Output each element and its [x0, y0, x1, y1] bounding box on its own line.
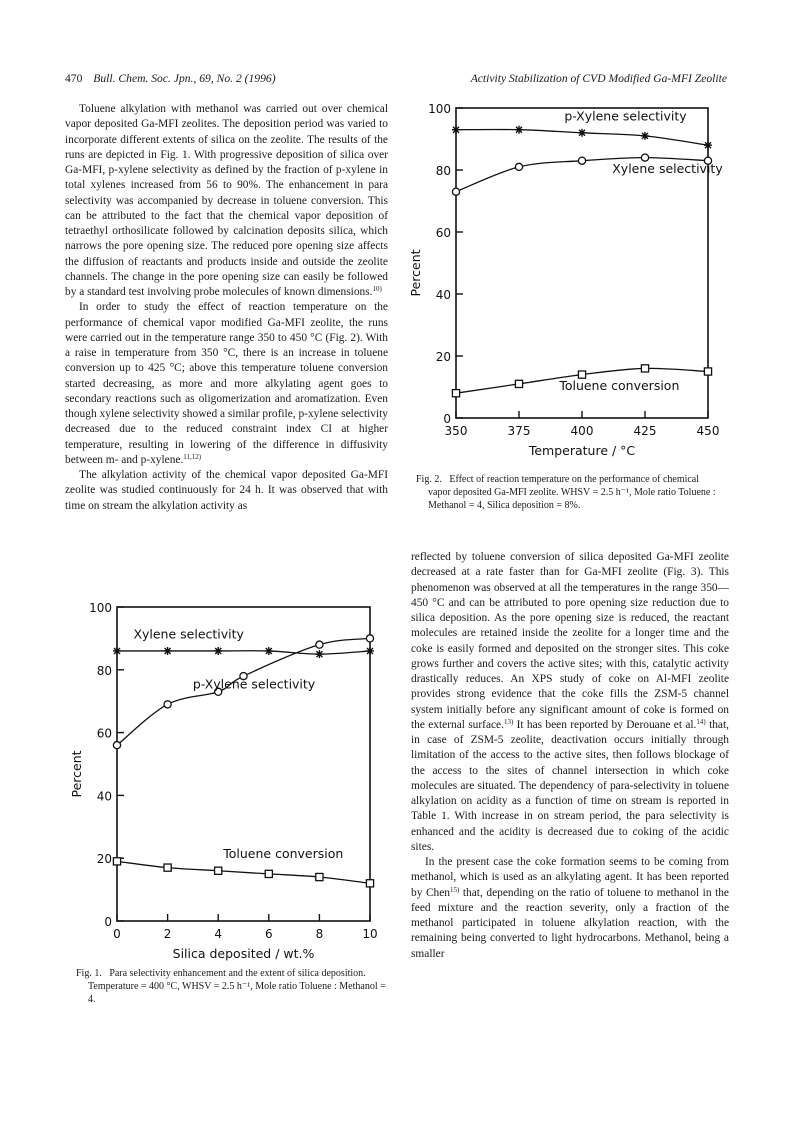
- x-axis-label: Silica deposited / wt.%: [172, 946, 315, 961]
- data-point-square: [366, 880, 373, 887]
- data-point-square: [265, 870, 272, 877]
- y-tick-label: 20: [435, 350, 451, 364]
- y-tick-label: 40: [96, 789, 112, 804]
- y-tick-label: 0: [443, 412, 451, 426]
- series-label: Xylene selectivity: [612, 161, 723, 177]
- paragraph: Toluene alkylation with methanol was carried out over chemical vapor deposited Ga-MFI zeolites. The deposition period was varied to incorporate different extents of silica on the zeolite. The results of the runs are depicted in Fig. 1. With progressive deposition of silica over Ga-MFI, p-xylene selectivity as defined by the fraction of p-xylene in total xylenes increased from 56 to 90%. The enhancement in para selectivity was accompanied by decrease in toluene conversion. This can be attributed to the fact that the chemical vapor deposition of tetraethyl orthosilicate followed by calcination deposits silica, which narrows the pore opening size. The reduced pore opening size affects the diffusion of reactants and products inside and outside the zeolite channels. The change in the pore opening size can easily be followed by a standard test involving probe molecules of known dimensions.$^{10)}$: [65, 103, 388, 298]
- series-line: [117, 861, 370, 883]
- y-tick-label: 80: [435, 164, 451, 178]
- data-point-circle: [113, 742, 120, 749]
- journal-citation: Bull. Chem. Soc. Jpn., 69, No. 2 (1996): [93, 72, 276, 85]
- data-point-square: [215, 867, 222, 874]
- series-label: p-Xylene selectivity: [564, 108, 687, 124]
- x-tick-label: 400: [570, 424, 594, 438]
- y-tick-label: 60: [96, 726, 112, 741]
- data-point-star: [315, 650, 323, 658]
- data-point-star: [452, 126, 460, 134]
- data-point-square: [641, 365, 648, 372]
- fig2-caption: [416, 473, 716, 512]
- x-tick-label: 10: [362, 927, 378, 941]
- y-tick-label: 0: [104, 915, 112, 929]
- x-tick-label: 375: [507, 424, 531, 438]
- x-tick-label: 350: [444, 424, 468, 438]
- data-point-star: [366, 647, 374, 655]
- running-title: Activity Stabilization of CVD Modified Ga-MFI Zeolite: [470, 72, 727, 85]
- data-point-square: [113, 858, 120, 865]
- y-tick-label: 60: [435, 226, 451, 240]
- data-point-circle: [316, 641, 323, 648]
- y-axis-label: Percent: [408, 249, 423, 297]
- data-point-circle: [452, 188, 459, 195]
- series-label: Toluene conversion: [223, 846, 344, 862]
- data-point-star: [164, 647, 172, 655]
- data-point-star: [113, 647, 121, 655]
- fig1-caption-label: Fig. 1.: [76, 968, 102, 979]
- series-line: [117, 638, 370, 745]
- data-point-star: [641, 132, 649, 140]
- data-point-star: [578, 129, 586, 137]
- fig2-caption-label: Fig. 2.: [416, 474, 442, 485]
- data-point-square: [316, 873, 323, 880]
- data-point-square: [704, 368, 711, 375]
- data-point-square: [515, 380, 522, 387]
- reference-mark: 10): [372, 285, 382, 293]
- data-point-circle: [515, 163, 522, 170]
- x-tick-label: 450: [696, 424, 720, 438]
- paragraph: The alkylation activity of the chemical vapor deposited Ga-MFI zeolite was studied continuously for 24 h. It was observed that with time on stream the alkylation activity as: [65, 469, 388, 512]
- fig2-caption-text: Effect of reaction temperature on the performance of chemical vapor deposited Ga-MFI zeolite. WHSV = 2.5 h⁻¹, Mole ratio Toluene : Methanol = 4, Silica deposition = 8%.: [428, 474, 716, 511]
- x-tick-label: 6: [264, 927, 273, 941]
- series-line: [117, 651, 370, 654]
- series-label: Xylene selectivity: [133, 626, 244, 642]
- x-tick-label: 0: [113, 927, 121, 941]
- x-tick-label: 8: [315, 927, 324, 941]
- fig1-chart: [62, 595, 392, 965]
- running-header: [65, 72, 276, 85]
- y-tick-label: 80: [96, 663, 112, 678]
- reference-mark: 13): [503, 717, 514, 726]
- data-point-star: [704, 141, 712, 149]
- y-tick-label: 40: [435, 288, 451, 302]
- x-tick-label: 425: [633, 424, 657, 438]
- data-point-star: [214, 647, 222, 655]
- data-point-circle: [366, 635, 373, 642]
- data-point-circle: [164, 701, 171, 708]
- data-point-star: [265, 647, 273, 655]
- paragraph: reflected by toluene conversion of silica deposited Ga-MFI zeolite decreased at a rate faster than for Ga-MFI zeolite (Fig. 3). This phenomenon was observed at all the temperatures in the range 350—450 °C and can be attributed to pore opening size reduction due to silica deposition. As the pore opening size is reduced, the reactant molecules are retained inside the zeolite for a longer time and the coke is easily formed and deposited on the stronger sites. This coke grows further and covers the active sites; with this, catalytic activity drastically reduces. An XPS study of coke on Al-MFI zeolite provides strong evidence that the coke fills the ZSM-5 channel system initially before any significant amount of coke is formed on the external surface.$^{13)}$ It has been reported by Derouane et al.$^{14)}$ that, in case of ZSM-5 zeolite, deactivation occurs initially through limitation of the access to the active sites, then follows blockage of the access to the sites of channel intersection in which coke molecules are situated. The dependency of para-selectivity in toluene alkylation on acidity as a function of time on stream is reported in Table 1. With increase in on stream period, the para selectivity is enhanced and the acidity is decreased due to coking of the acidic sites.: [411, 551, 729, 853]
- fig1-caption-text: Para selectivity enhancement and the extent of silica deposition. Temperature = 400 °C, WHSV = 2.5 h⁻¹, Mole ratio Toluene : Methanol = 4.: [88, 968, 386, 1005]
- data-point-square: [164, 864, 171, 871]
- right-column-text: [411, 550, 729, 962]
- x-tick-label: 4: [214, 927, 223, 941]
- series-label: p-Xylene selectivity: [192, 676, 316, 692]
- x-tick-label: 2: [163, 927, 172, 941]
- data-point-square: [452, 390, 459, 397]
- reference-mark: 11,12): [183, 452, 202, 461]
- y-tick-label: 20: [96, 852, 112, 867]
- left-column-text: [65, 102, 388, 514]
- data-point-star: [515, 126, 523, 134]
- reference-mark: 14): [696, 717, 706, 726]
- y-tick-label: 100: [428, 102, 451, 116]
- x-axis-label: Temperature / °C: [528, 443, 636, 458]
- data-point-circle: [578, 157, 585, 164]
- y-tick-label: 100: [89, 601, 112, 615]
- series-label: Toluene conversion: [559, 378, 680, 394]
- paragraph: In order to study the effect of reaction temperature on the performance of chemical vapor modified Ga-MFI zeolite, the runs were carried out in the temperature range 350 to 450 °C (Fig. 2). With a raise in temperature from 350 °C, there is an increase in toluene conversion up to 425 °C; above this temperature toluene conversion started decreasing, as more and more alkylating agent goes to secondary reactions such as oligomerization and aromatization. Even though xylene selectivity showed a similar profile, p-xylene selectivity decreased due to the reduced constraint index CI at higher temperature, resulting in lowering of the difference in diffusivity between m- and p-xylene.$^{11,12)}$: [65, 301, 388, 466]
- reference-mark: 15): [449, 885, 460, 894]
- fig1-caption: [76, 967, 386, 1006]
- paragraph: In the present case the coke formation seems to be coming from methanol, which is used as an alkylating agent. It has been reported by Chen$^{15)}$ that, depending on the ratio of toluene to methanol in the feed mixture and the reaction severity, only a fraction of the methanol participated in toluene alkylation reaction, with the remaining being converted to light hydrocarbons. Methanol, being a smaller: [411, 856, 729, 960]
- page-number: 470: [65, 72, 83, 85]
- y-axis-label: Percent: [69, 750, 84, 798]
- fig2-chart: [408, 100, 728, 475]
